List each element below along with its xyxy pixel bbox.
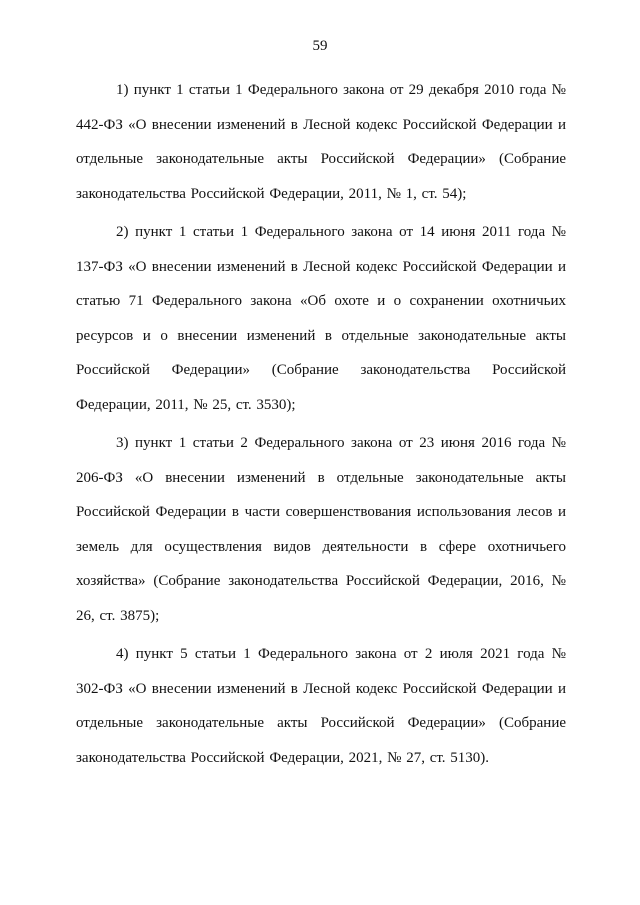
document-body xyxy=(76,73,566,779)
list-item: 3) пункт 1 статьи 2 Федерального закона от 23 июня 2016 года № 206-ФЗ «О внесении изменений в отдельные законодательные акты Российской Федерации в части совершенствования использования лесов и земель для осуществления видов деятельности в сфере охотничьего хозяйства» (Собрание законодательства Российской Федерации, 2016, № 26, ст. 3875); xyxy=(76,435,566,624)
list-item: 2) пункт 1 статьи 1 Федерального закона от 14 июня 2011 года № 137-ФЗ «О внесении изменений в Лесной кодекс Российской Федерации и статью 71 Федерального закона «Об охоте и о сохранении охотничьих ресурсов и о внесении изменений в отдельные законодательные акты Российской Федерации» (Собрание законодательства Российской Федерации, 2011, № 25, ст. 3530); xyxy=(76,224,566,413)
list-item: 4) пункт 5 статьи 1 Федерального закона от 2 июля 2021 года № 302-ФЗ «О внесении изменений в Лесной кодекс Российской Федерации и отдельные законодательные акты Российской Федерации» (Собрание законодательства Российской Федерации, 2021, № 27, ст. 5130). xyxy=(76,646,566,766)
list-item: 1) пункт 1 статьи 1 Федерального закона от 29 декабря 2010 года № 442-ФЗ «О внесении изменений в Лесной кодекс Российской Федерации и отдельные законодательные акты Российской Федерации» (Собрание законодательства Российской Федерации, 2011, № 1, ст. 54); xyxy=(76,82,566,202)
page-number: 59 xyxy=(312,38,328,54)
